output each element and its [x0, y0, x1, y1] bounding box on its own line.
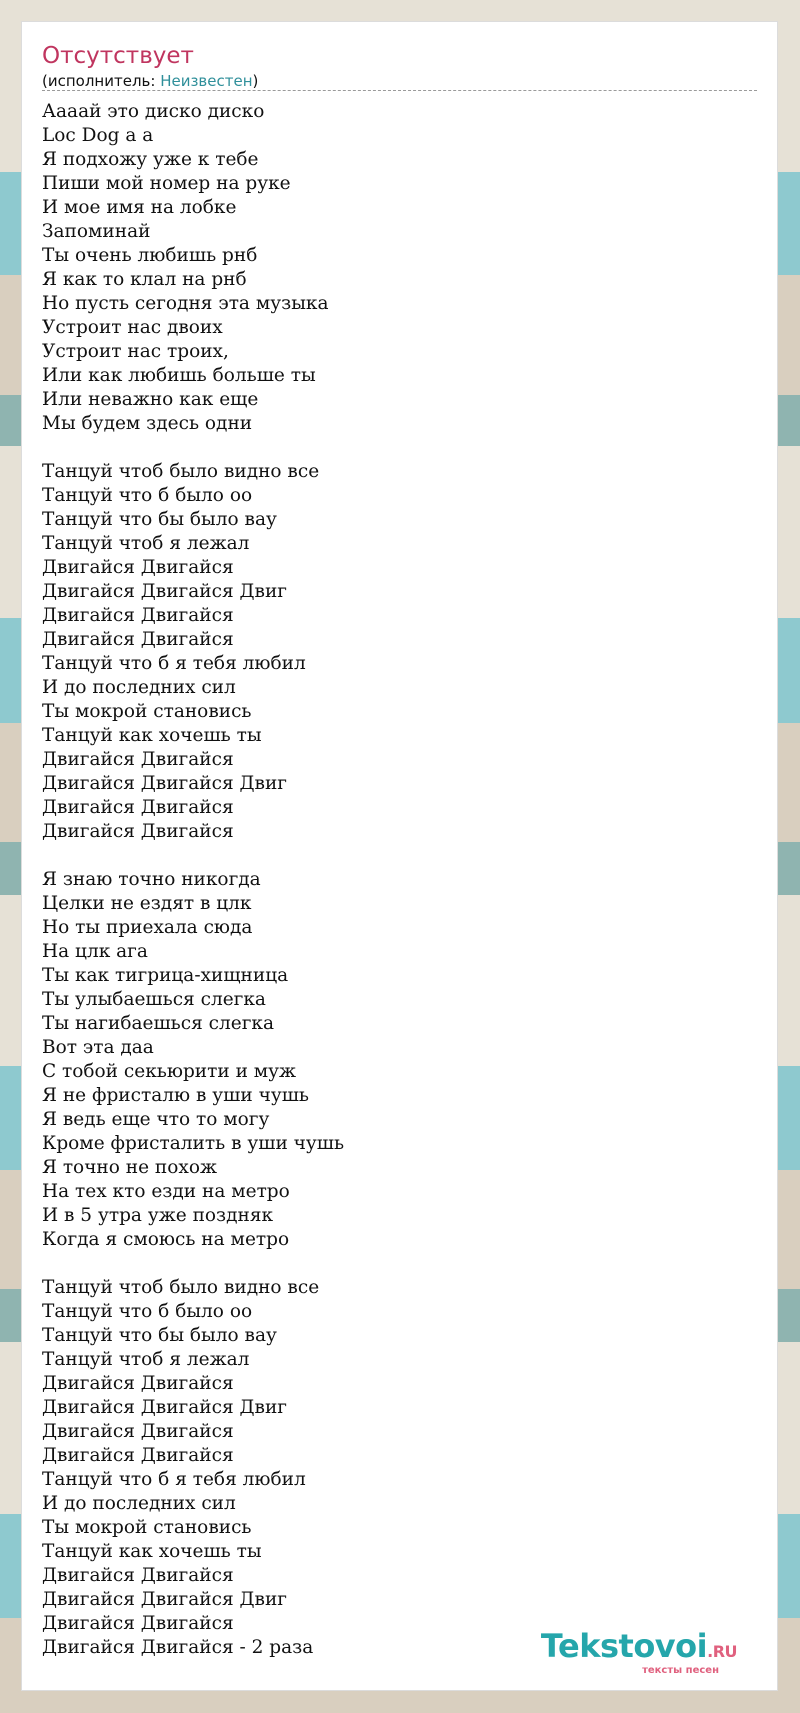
lyric-line: Двигайся Двигайся — [42, 605, 234, 626]
lyric-line: Я как то клал на рнб — [42, 269, 247, 290]
lyric-line: Двигайся Двигайся Двиг — [42, 581, 287, 602]
logo-name: Tekstovoi — [540, 1627, 708, 1665]
logo-wordmark — [541, 1629, 737, 1669]
lyric-line: Я не фристалю в уши чушь — [42, 1085, 309, 1106]
lyric-line: Ты улыбаешься слегка — [42, 989, 266, 1010]
lyric-line: Я подхожу уже к тебе — [42, 149, 259, 170]
lyric-line: Мы будем здесь одни — [42, 413, 253, 434]
lyric-line: Устроит нас двоих — [42, 317, 223, 338]
lyric-line: На цлк ага — [42, 941, 148, 962]
lyric-line: Запоминай — [42, 221, 151, 242]
lyric-line: Когда я смоюсь на метро — [42, 1229, 290, 1250]
lyric-line: Танцуй что б я тебя любил — [42, 653, 306, 674]
lyric-line: Устроит нас троих, — [42, 341, 229, 362]
lyric-line: Танцуй чтоб я лежал — [42, 533, 250, 554]
lyric-line: Ты очень любишь рнб — [42, 245, 258, 266]
lyrics-body — [42, 100, 344, 1660]
lyric-line: Двигайся Двигайся — [42, 1565, 234, 1586]
lyric-line: На тех кто езди на метро — [42, 1181, 290, 1202]
song-title: Отсутствует — [42, 43, 194, 69]
artist-suffix: ) — [252, 72, 259, 90]
lyric-line: Двигайся Двигайся — [42, 1445, 234, 1466]
lyric-line: Двигайся Двигайся — [42, 797, 234, 818]
lyric-line: Двигайся Двигайся — [42, 629, 234, 650]
lyric-line: И в 5 утра уже поздняк — [42, 1205, 274, 1226]
lyric-line: Танцуй что бы было вау — [42, 1325, 277, 1346]
lyric-line: Двигайся Двигайся — [42, 821, 234, 842]
lyric-line: Я точно не похож — [42, 1157, 217, 1178]
logo-tagline: тексты песен — [642, 1665, 719, 1676]
lyric-line: Танцуй чтоб я лежал — [42, 1349, 250, 1370]
lyric-line: Я знаю точно никогда — [42, 869, 261, 890]
lyric-line: Двигайся Двигайся — [42, 1613, 234, 1634]
lyric-line: Кроме фристалить в уши чушь — [42, 1133, 345, 1154]
lyric-line: Двигайся Двигайся Двиг — [42, 1589, 287, 1610]
lyric-line: Вот эта даа — [42, 1037, 154, 1058]
lyric-line: Танцуй как хочешь ты — [42, 1541, 262, 1562]
lyric-line: Танцуй что б было оо — [42, 1301, 253, 1322]
artist-prefix: (исполнитель: — [42, 72, 161, 90]
site-logo[interactable] — [541, 1629, 737, 1676]
lyric-line: Ты нагибаешься слегка — [42, 1013, 274, 1034]
lyric-line: И до последних сил — [42, 1493, 236, 1514]
stanza-break — [42, 844, 344, 868]
lyric-line: Loc Dog a a — [42, 125, 154, 146]
logo-tld: .RU — [707, 1642, 737, 1661]
lyric-line: Двигайся Двигайся Двиг — [42, 1397, 287, 1418]
lyric-line: Ты как тигрица-хищница — [42, 965, 289, 986]
lyric-line: Ты мокрой становись — [42, 701, 252, 722]
lyric-line: Пиши мой номер на руке — [42, 173, 291, 194]
lyric-line: Или как любишь больше ты — [42, 365, 316, 386]
lyric-line: Двигайся Двигайся — [42, 1373, 234, 1394]
lyric-line: Или неважно как еще — [42, 389, 259, 410]
artist-line — [42, 71, 258, 91]
lyric-line: Танцуй что б было оо — [42, 485, 253, 506]
lyric-line: Двигайся Двигайся - 2 раза — [42, 1637, 314, 1658]
lyric-line: Целки не ездят в цлк — [42, 893, 252, 914]
lyric-line: И мое имя на лобке — [42, 197, 237, 218]
lyric-line: Двигайся Двигайся — [42, 1421, 234, 1442]
lyric-line: Но пусть сегодня эта музыка — [42, 293, 329, 314]
stanza-break — [42, 1252, 344, 1276]
lyric-line: Двигайся Двигайся Двиг — [42, 773, 287, 794]
stanza-break — [42, 436, 344, 460]
lyric-line: Но ты приехала сюда — [42, 917, 253, 938]
lyric-line: Двигайся Двигайся — [42, 557, 234, 578]
divider — [42, 90, 757, 91]
lyric-line: Танцуй что б я тебя любил — [42, 1469, 306, 1490]
lyric-line: Танцуй как хочешь ты — [42, 725, 262, 746]
lyric-line: Аааай это диско диско — [42, 101, 265, 122]
lyric-line: Двигайся Двигайся — [42, 749, 234, 770]
lyric-line: Я ведь еще что то могу — [42, 1109, 270, 1130]
lyric-line: Ты мокрой становись — [42, 1517, 252, 1538]
lyric-line: С тобой секьюрити и муж — [42, 1061, 297, 1082]
lyrics-card — [21, 21, 778, 1691]
lyric-line: Танцуй чтоб было видно все — [42, 461, 320, 482]
lyric-line: Танцуй чтоб было видно все — [42, 1277, 320, 1298]
lyric-line: И до последних сил — [42, 677, 236, 698]
lyric-line: Танцуй что бы было вау — [42, 509, 277, 530]
artist-link[interactable]: Неизвестен — [160, 72, 253, 90]
